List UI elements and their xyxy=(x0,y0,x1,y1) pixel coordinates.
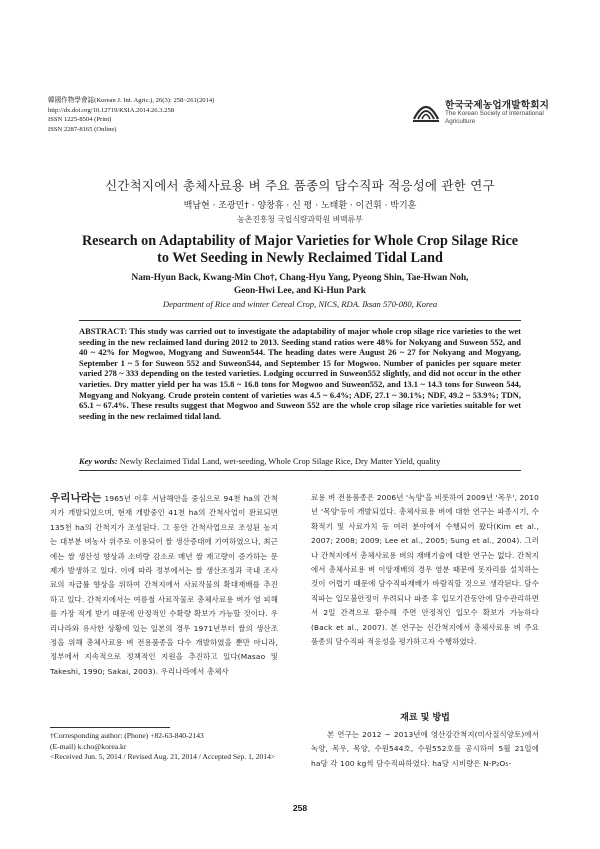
keywords xyxy=(79,456,521,467)
doi-link[interactable]: http://dx.doi.org/10.12719/KSIA.2014.26.3.258 xyxy=(48,106,175,114)
society-logo xyxy=(411,97,566,131)
society-name-english-line1: The Korean Society of International xyxy=(445,110,544,117)
author-email[interactable]: (E-mail) k.cho@korea.kr xyxy=(50,741,127,751)
abstract-label: ABSTRACT: xyxy=(79,326,128,336)
english-authors-line2: Geon-Hwi Lee, and Ki-Hun Park xyxy=(234,286,366,296)
korean-affiliation: 농촌진흥청 국립식량과학원 벼맥류부 xyxy=(237,215,363,224)
section-title-methods: 재료 및 방법 xyxy=(400,713,450,723)
methods-text: 본 연구는 2012 ~ 2013년에 영산강간척지(미사질식양토)에서 녹양, 목우, 목양, 수원544호, 수원552호를 공시하여 5월 21일에 ha당 각 100 kg씩 담수직파하였다. ha당 시비량은 N-P₂O₅- xyxy=(311,730,539,768)
issn-print: ISSN 1225-8504 (Print) xyxy=(48,116,112,124)
abstract-text: This study was carried out to investigate the adaptability of major whole crop silage rice varieties to the wet seeding in the new reclaimed land during 2012 to 2013. Seeding stand ratios were 48% for Nokyang and Suweon 552, and 40 ~ 42% for Mogwoo, Mogyang and Suweon544. The heading dates were August 26 ~ 27 for Nokyang and Mogyang, September 1 ~ 5 for Suweon 552 and Suweon544, and September 15 for Mogwoo. Number of panicles per square meter varied 278 ~ 333 depending on the tested varieties. Lodging occurred in Suweon552 slightly, and did not occur in the other varieties. Dry matter yield per ha was 15.8 ~ 16.8 tons for Mogwoo and Suweon552, and 13.1 ~ 14.3 tons for Suweon 544, Mogyang and Nokyang. Crude protein content of varieties was 4.5 ~ 6.4%; ADF, 27.1 ~ 30.1%; NDF, 49.2 ~ 53.9%; TDN, 65.1 ~ 67.4%. These results suggest that Mogwoo and Suweon 552 are the whole crop silage rice varieties suitable for wet seeding in the new reclaimed tidal land. xyxy=(79,326,521,421)
body-column-left xyxy=(50,491,278,679)
issn-online: ISSN 2287-8165 (Online) xyxy=(48,125,117,133)
abstract-top-rule xyxy=(79,320,521,321)
journal-header xyxy=(48,96,214,134)
page-number: 258 xyxy=(292,803,308,813)
keywords-label: Key words: xyxy=(79,456,118,466)
english-title xyxy=(40,233,560,267)
intro-continued-text: 료용 벼 전용품종은 2006년 '녹양'을 비롯하여 2009년 '목우', 2010년 '목양'등이 개발되었다. 총체사료용 벼에 대한 연구는 파종시기, 수확적기 및 사료가치 등 여러 분야에서 수행되어 왔다(Kim et al., 2007; 2008; 2009; Lee et al., 2005; Sung et al., 2004). 그러나 간척지에서 총체사료용 벼의 재배기술에 대한 연구는 없다. 간척지에서 총체사료용 벼 이앙재배의 경우 염분 때문에 못자리를 설치하는 것이 어렵기 때문에 담수직파재배가 바람직할 것으로 생각된다. 담수직파는 입모불안정이 우려되나 파종 후 입모기간동안에 담수관리하면서 2일 간격으로 환수해 주면 안정적인 입모수 확보가 가능하다(Back et al., 2007). 본 연구는 신간척지에서 총체사료용 벼 주요 품종의 담수직파 적응성을 평가하고자 수행하였다. xyxy=(311,493,539,647)
society-name-korean: 한국국제농업개발학회지 xyxy=(445,100,550,111)
society-emblem-icon xyxy=(411,99,441,125)
received-dates: <Received Jun. 5, 2014 / Revised Aug. 21, 2014 / Accepted Sep. 1, 2014> xyxy=(50,752,276,762)
english-authors xyxy=(60,272,540,298)
abstract xyxy=(79,326,521,421)
english-title-line1: Research on Adaptability of Major Varieties for Whole Crop Silage Rice xyxy=(81,233,519,249)
english-affiliation: Department of Rice and winter Cereal Crop, NICS, RDA. Iksan 570-080, Korea xyxy=(162,299,438,309)
methods-column xyxy=(311,728,539,771)
abstract-bottom-rule xyxy=(79,470,521,471)
intro-lead-word: 우리나라는 xyxy=(50,492,102,504)
footnote-rule xyxy=(50,727,170,728)
body-column-right xyxy=(311,491,539,649)
journal-citation: 韓國作物學會誌(Korean J. Int. Agric.), 26(3): 258~261(2014) xyxy=(48,97,215,104)
english-title-line2: to Wet Seeding in Newly Reclaimed Tidal Land xyxy=(157,250,443,266)
korean-authors: 백남현 · 조광민† · 양창휴 · 신 평 · 노태환 · 이건휘 · 박기훈 xyxy=(183,201,417,211)
korean-title: 신간척지에서 총체사료용 벼 주요 품종의 담수직파 적응성에 관한 연구 xyxy=(105,178,495,193)
society-name-english-line2: Agriculture xyxy=(445,118,476,125)
corresponding-author: †Corresponding author: (Phone) +82-63-840-2143 xyxy=(50,731,204,740)
english-authors-line1: Nam-Hyun Back, Kwang-Min Cho†, Chang-Hyu Yang, Pyeong Shin, Tae-Hwan Noh, xyxy=(131,273,469,283)
society-name-english xyxy=(445,110,565,126)
keywords-text: Newly Reclaimed Tidal Land, wet-seeding, Whole Crop Silage Rice, Dry Matter Yield, quality xyxy=(117,456,441,466)
intro-text: 1965년 이후 서남해안을 중심으로 94천 ha의 간척지가 개발되었으며, 현재 개발중인 41천 ha의 간척사업이 완료되면 135천 ha의 간척지가 조성된다. 그 동안 간척사업으로 조성된 농지는 대부분 벼농사 위주로 이용되어 쌀 생산증대에 기여하였으나, 최근에는 쌀 생산성 향상과 소비량 감소로 매년 쌀 재고량이 증가하는 문제가 발생하고 있다. 이에 따라 정부에서는 쌀 생산조정과 국내 조사료의 자급률 향상을 위하여 간척지에서 사료작물의 확대재배를 추진하고 있다. 간척지에서는 여름철 사료작물로 총체사료용 벼가 염 피해를 가장 적게 받기 때문에 안정적인 수확량 확보가 가능할 것이다. 우리나라와 유사한 상황에 있는 일본의 경우 1971년부터 쌀의 생산조정을 위해 총체사료용 벼 전용품종을 다수 개발하였을 뿐만 아니라, 정부에서 지속적으로 정책적인 지원을 추진하고 있다(Masao 및 Takeshi, 1990; Sakai, 2003). 우리나라에서 총체사 xyxy=(50,494,278,676)
footnote xyxy=(50,731,300,763)
